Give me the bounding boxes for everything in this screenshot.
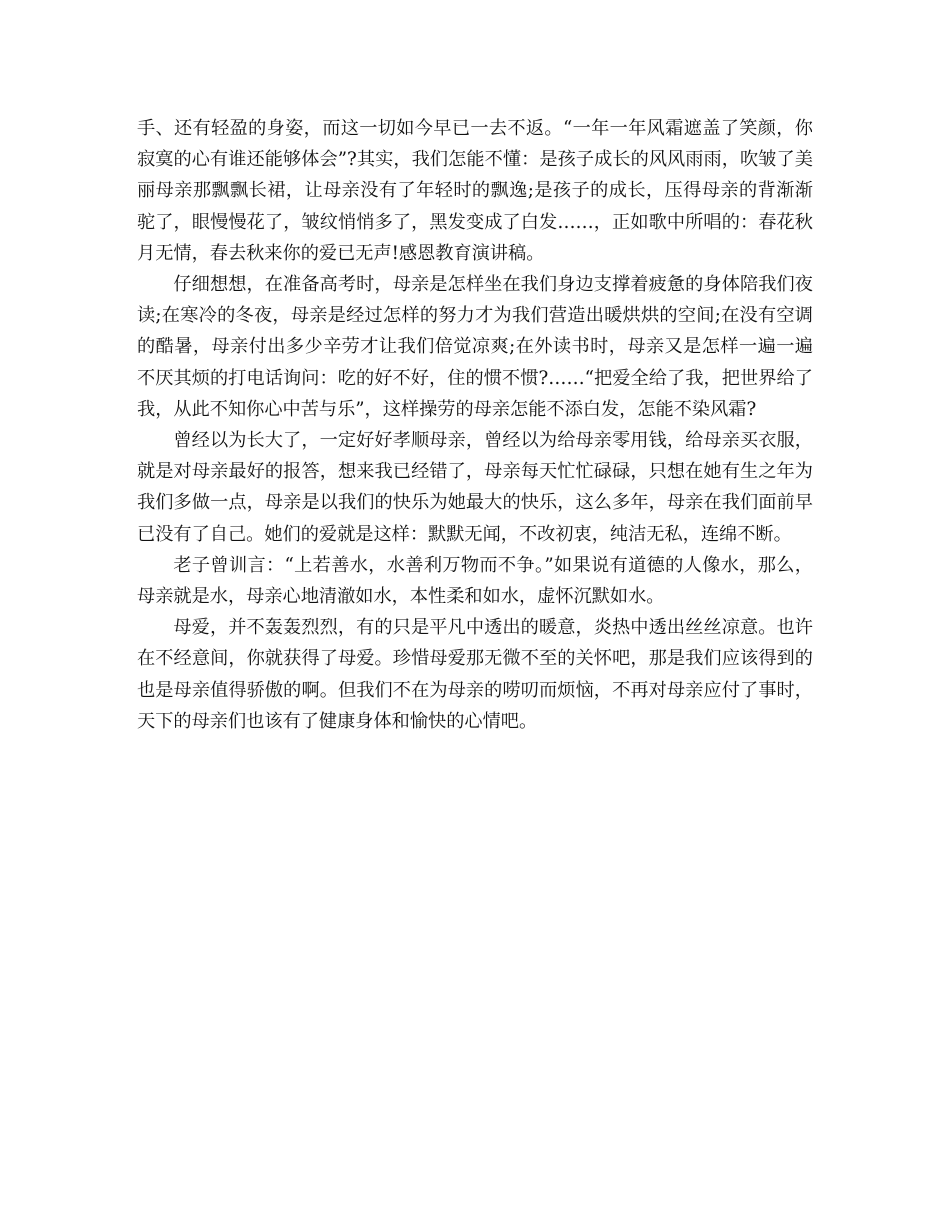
document-body bbox=[137, 113, 813, 737]
paragraph-1: 手、还有轻盈的身姿，而这一切如今早已一去不返。“一年一年风霜遮盖了笑颜，你寂寞的心有谁还能够体会”?其实，我们怎能不懂：是孩子成长的风风雨雨，吹皱了美丽母亲那飘飘长裙，让母亲没有了年轻时的飘逸;是孩子的成长，压得母亲的背渐渐驼了，眼慢慢花了，皱纹悄悄多了，黑发变成了白发……，正如歌中所唱的：春花秋月无情，春去秋来你的爱已无声!感恩教育演讲稿。 bbox=[137, 118, 813, 264]
paragraph-5: 母爱，并不轰轰烈烈，有的只是平凡中透出的暖意，炎热中透出丝丝凉意。也许在不经意间，你就获得了母爱。珍惜母爱那无微不至的关怀吧，那是我们应该得到的也是母亲值得骄傲的啊。但我们不在为母亲的唠叨而烦恼，不再对母亲应付了事时，天下的母亲们也该有了健康身体和愉快的心情吧。 bbox=[137, 617, 813, 732]
paragraph-3: 曾经以为长大了，一定好好孝顺母亲，曾经以为给母亲零用钱，给母亲买衣服，就是对母亲最好的报答，想来我已经错了，母亲每天忙忙碌碌，只想在她有生之年为我们多做一点，母亲是以我们的快乐为她最大的快乐，这么多年，母亲在我们面前早已没有了自己。她们的爱就是这样：默默无闻，不改初衷，纯洁无私，连绵不断。 bbox=[137, 430, 813, 545]
paragraph-2: 仔细想想，在准备高考时，母亲是怎样坐在我们身边支撑着疲惫的身体陪我们夜读;在寒冷的冬夜，母亲是经过怎样的努力才为我们营造出暖烘烘的空间;在没有空调的酷暑，母亲付出多少辛劳才让我们倍觉凉爽;在外读书时，母亲又是怎样一遍一遍不厌其烦的打电话询问：吃的好不好，住的惯不惯?……“把爱全给了我，把世界给了我，从此不知你心中苦与乐”，这样操劳的母亲怎能不添白发，怎能不染风霜? bbox=[137, 274, 813, 420]
paragraph-4: 老子曾训言：“上若善水，水善利万物而不争。”如果说有道德的人像水，那么，母亲就是水，母亲心地清澈如水，本性柔和如水，虚怀沉默如水。 bbox=[137, 554, 813, 608]
